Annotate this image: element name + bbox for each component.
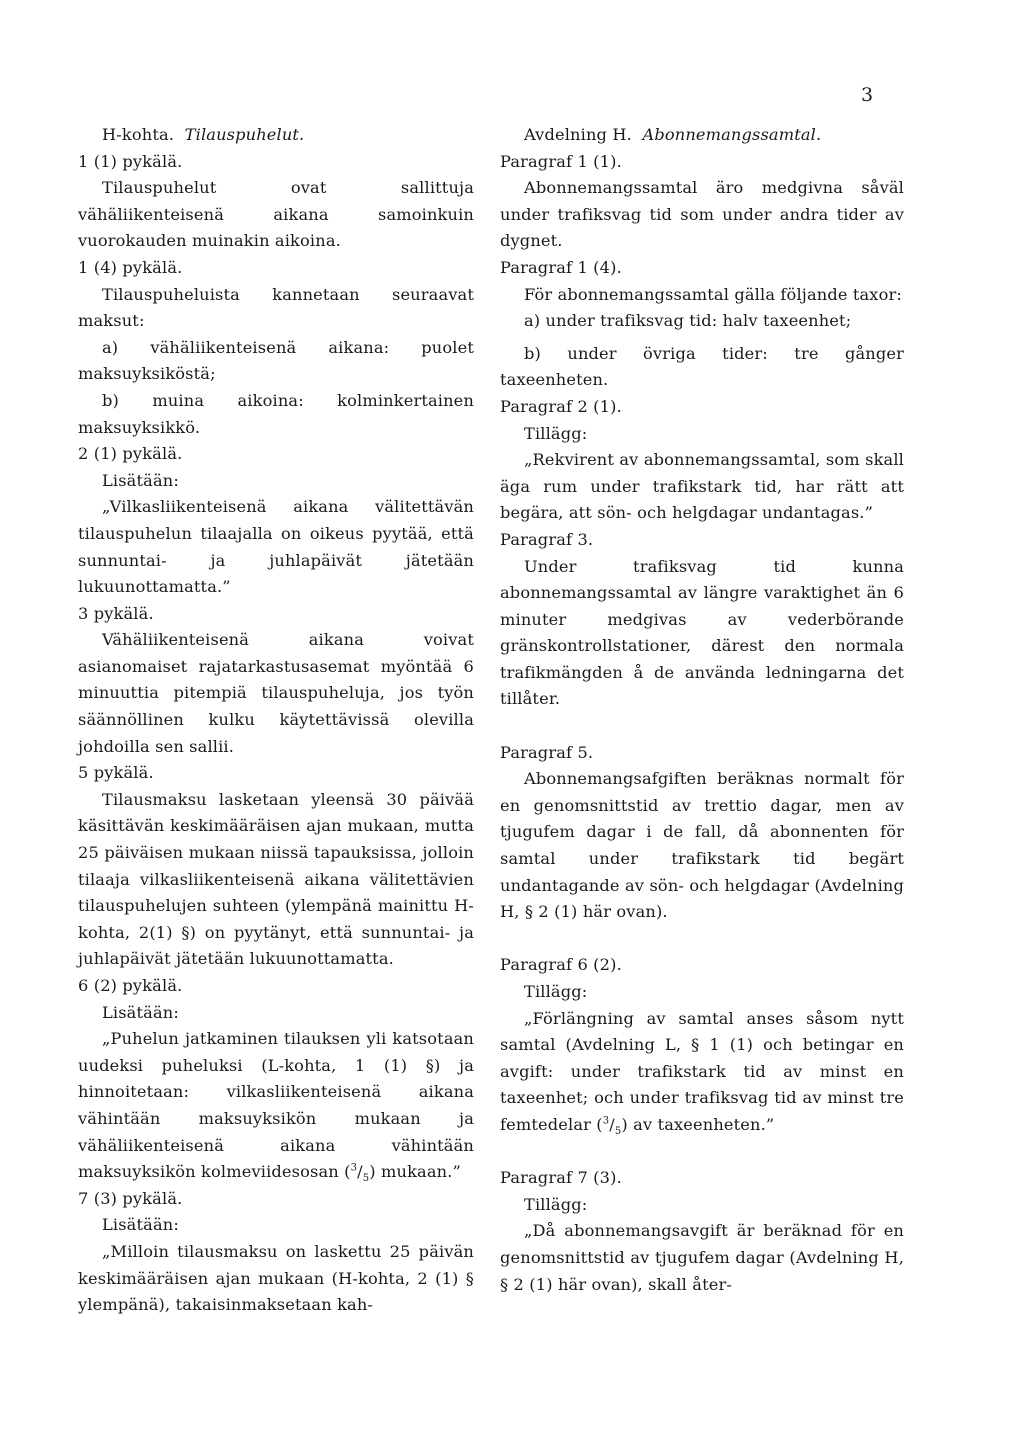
page-number: 3	[861, 84, 874, 106]
swedish-column	[500, 122, 904, 1298]
paragraph-heading-sv-7: Paragraf 7 (3).	[500, 1168, 622, 1188]
paragraph-heading-fi-2: 1 (4) pykälä.	[78, 257, 183, 277]
paragraph-text-fi-1: Tilauspuhelut ovat sallittuja vähäliikenteisenä aikana samoinkuin vuorokauden muinakin aikoina.	[78, 178, 474, 251]
paragraph-text-fi-3: „Vilkasliikenteisenä aikana välitettävän tilauspuhelun tilaajalla on oikeus pyytää, että sunnuntai- ja juhlapäivät jätetään lukuunottamatta.”	[78, 497, 474, 597]
paragraph-text-sv-5: Abonnemangsafgiften beräknas normalt för en genomsnittstid av trettio dagar, men av tjugufem dagar i de fall, då abonnenten för samtal under trafikstark tid begärt undantagande av sön- och helgdagar (Avdelning H, § 2 (1) här ovan).	[500, 769, 904, 922]
paragraph-text-sv-6: „Förlängning av samtal anses såsom nytt samtal (Avdelning L, § 1 (1) och betingar en avgift: under trafikstark tid av minst en taxeenhet; och under trafiksvag tid av minst tre femtedelar $(^3/_5)$ av taxeenheten.”	[500, 1008, 904, 1138]
paragraph-heading-sv-1: Paragraf 1 (1).	[500, 151, 622, 171]
paragraph-text-fi-7: „Milloin tilausmaksu on laskettu 25 päivän keskimääräisen ajan mukaan (H-kohta, 2 (1) § ylempänä), takaisinmaksetaan kah-	[78, 1241, 474, 1315]
paragraph-heading-sv-3: Paragraf 2 (1).	[500, 396, 622, 416]
paragraph-text-sv-1: Abonnemangssamtal äro medgivna såväl under trafiksvag tid som under andra tider av dygnet.	[500, 178, 904, 251]
paragraph-text-sv-7: „Då abonnemangsavgift är beräknad för en genomsnittstid av tjugufem dagar (Avdelning H, § 2 (1) här ovan), skall åter-	[500, 1221, 904, 1294]
section-title-sv: Avdelning H.	[524, 125, 632, 144]
addition-label-sv-6: Tillägg:	[524, 982, 588, 1001]
paragraph-text-fi-2: Tilauspuheluista kannetaan seuraavat maksut:	[78, 284, 474, 331]
paragraph-heading-fi-4: 3 pykälä.	[78, 603, 154, 623]
paragraph-text-sv-3: „Rekvirent av abonnemangssamtal, som skall äga rum under trafikstark tid, har rätt att begära, att sön- och helgdagar undantagas.”	[500, 450, 904, 523]
section-title-italic-fi: Tilauspuhelut.	[184, 125, 305, 144]
paragraph-text-fi-4: Vähäliikenteisenä aikana voivat asianomaiset rajatarkastusasemat myöntää 6 minuuttia pitempiä tilauspuheluja, jos työn säännöllinen kulku käytettävissä olevilla johdoilla sen sallii.	[78, 630, 474, 756]
paragraph-heading-sv-4: Paragraf 3.	[500, 529, 594, 549]
fraction-denominator-fi: 5	[362, 1173, 370, 1185]
paragraph-text-sv-6-post: ) av taxeenheten.”	[621, 1114, 775, 1134]
paragraph-text-sv-2: För abonnemangssamtal gälla följande taxor:	[524, 284, 902, 304]
section-title-fi: H-kohta.	[102, 125, 175, 144]
paragraph-heading-fi-6: 6 (2) pykälä.	[78, 976, 183, 995]
paragraph-heading-fi-5: 5 pykälä.	[78, 763, 154, 783]
paragraph-text-fi-5: Tilausmaksu lasketaan yleensä 30 päivää käsittävän keskimääräisen ajan mukaan, mutta 25 päiväisen mukaan niissä tapauksissa, jolloin tilaaja vilkasliikenteisenä aikana välitettävien tilauspuhelujen suhteen (ylempänä mainittu H-kohta, 2(1) §) on pyytänyt, että sunnuntai- ja juhlapäivät jätetään lukuunottamatta.	[78, 789, 474, 969]
paragraph-text-fi-6-post: ) mukaan.”	[369, 1162, 461, 1182]
addition-label-sv-7: Tillägg:	[524, 1194, 588, 1214]
addition-label-fi-3: Lisätään:	[102, 470, 179, 490]
addition-label-fi-7: Lisätään:	[102, 1215, 179, 1235]
paragraph-heading-sv-6: Paragraf 6 (2).	[500, 955, 622, 975]
addition-label-sv-3: Tillägg:	[524, 423, 588, 443]
paragraph-text-fi-6: „Puhelun jatkaminen tilauksen yli katsotaan uudeksi puheluksi (L-kohta, 1 (1) §) ja hinnoitetaan: vilkasliikenteisenä aikana vähintään maksuyksikön mukaan ja vähäliikenteisenä aikana vähintään maksuyksikön kolmeviidesosan $(^3/_5)$ mukaan.”	[78, 1029, 474, 1185]
fraction-denominator-sv: 5	[614, 1126, 622, 1138]
paragraph-text-fi-6-pre: „Puhelun jatkaminen tilauksen yli katsotaan uudeksi puheluksi (L-kohta, 1 (1) §) ja hinnoitetaan: vilkasliikenteisenä aikana vähintään maksuyksikön mukaan ja vähäliikenteisenä aikana vähintään maksuyksikön kolmeviidesosan (	[78, 1029, 474, 1182]
paragraph-heading-sv-5: Paragraf 5.	[500, 742, 594, 762]
section-heading-sv	[500, 122, 904, 149]
list-item-fi-a: a) vähäliikenteisenä aikana: puolet maksuyksiköstä;	[78, 337, 474, 384]
section-heading-fi	[78, 122, 474, 149]
paragraph-text-sv-4: Under trafiksvag tid kunna abonnemangssamtal av längre varaktighet än 6 minuter medgivas av vederbörande gränskontrollstationer, därest den normala trafikmängden å de använda ledningarna det tillåter.	[500, 556, 904, 709]
addition-label-fi-6: Lisätään:	[102, 1002, 179, 1022]
fraction-numerator-fi: 3	[350, 1162, 358, 1174]
list-item-fi-b: b) muina aikoina: kolminkertainen maksuyksikkö.	[78, 390, 474, 437]
paragraph-text-sv-6-pre: „Förlängning av samtal anses såsom nytt samtal (Avdelning L, § 1 (1) och betingar en avgift: under trafikstark tid av minst en taxeenhet; och under trafiksvag tid av minst tre femtedelar (	[500, 1008, 904, 1134]
fraction-numerator-sv: 3	[602, 1115, 610, 1127]
paragraph-heading-fi-7: 7 (3) pykälä.	[78, 1188, 183, 1208]
paragraph-heading-sv-2: Paragraf 1 (4).	[500, 257, 622, 277]
list-item-sv-a: a) under trafiksvag tid: halv taxeenhet;	[524, 311, 852, 331]
section-title-italic-sv: Abonnemangssamtal.	[642, 125, 822, 144]
finnish-column	[78, 122, 474, 1319]
list-item-sv-b: b) under övriga tider: tre gånger taxeenheten.	[500, 343, 904, 390]
paragraph-heading-fi-3: 2 (1) pykälä.	[78, 444, 183, 464]
paragraph-heading-fi-1: 1 (1) pykälä.	[78, 151, 183, 171]
